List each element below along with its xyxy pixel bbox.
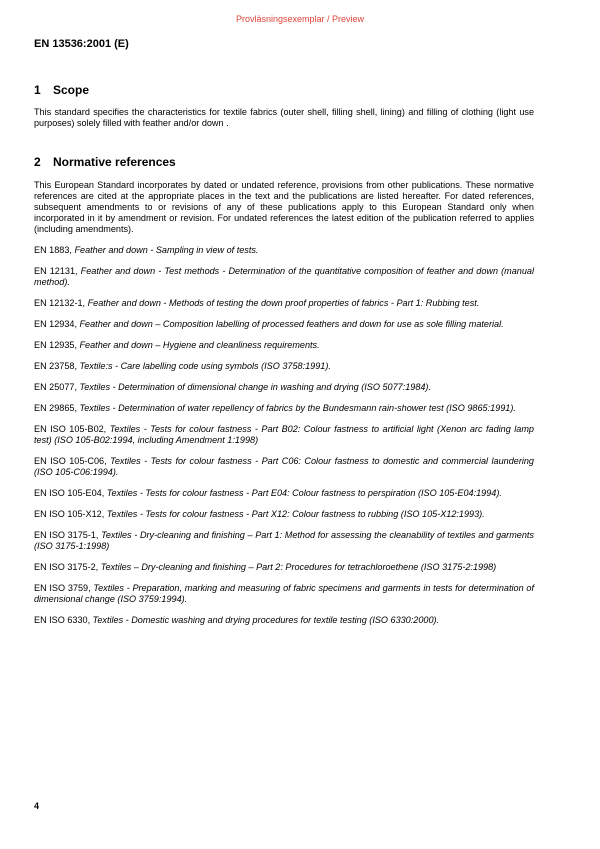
normative-references-intro: This European Standard incorporates by dated or undated reference, provisions from other publications. These normative references are cited at the appropriate places in the text and the publications are listed hereafter. For dated references, subsequent amendments to or revisions of any of these publications apply to this European Standard only when incorporated in it by amendment or revision. For undated references the latest edition of the publication referred to applies (including amendments). [34,180,534,234]
reference-title: Textiles – Dry-cleaning and finishing – Part 2: Procedures for tetrachloroethene (ISO 3175-2:1998) [100,562,497,572]
reference-item [34,509,534,520]
reference-title: Textiles - Determination of water repellency of fabrics by the Bundesmann rain-shower test (ISO 9865:1991). [79,403,516,413]
reference-title: Textiles - Preparation, marking and measuring of fabric specimens and garments in tests for determination of dimensional change (ISO 3759:1994). [34,583,534,604]
normative-references-number: 2 [34,155,41,169]
reference-code: EN ISO 105-B02, [34,424,110,434]
reference-list [34,245,534,626]
reference-item [34,403,534,414]
reference-item [34,583,534,605]
reference-title: Textiles - Tests for colour fastness - Part E04: Colour fastness to perspiration (ISO 105-E04:1994). [106,488,502,498]
reference-item [34,562,534,573]
reference-code: EN 29865, [34,403,80,413]
reference-code: EN ISO 105-X12, [34,509,107,519]
normative-references-section [34,155,534,636]
reference-code: EN ISO 6330, [34,615,93,625]
reference-title: Textiles - Tests for colour fastness - Part B02: Colour fastness to artificial light (Xenon arc fading lamp test) (ISO 105-B02:1994, including Amendment 1:1998) [34,424,534,445]
reference-code: EN ISO 3175-2, [34,562,101,572]
reference-code: EN ISO 105-E04, [34,488,107,498]
reference-item [34,266,534,288]
scope-text: This standard specifies the characteristics for textile fabrics (outer shell, filling shell, lining) and filling of clothing (light use purposes) solely filled with feather and/or down . [34,107,534,128]
document-identifier: EN 13536:2001 (E) [34,38,129,50]
reference-title: Textile:s - Care labelling code using symbols (ISO 3758:1991). [79,361,331,371]
reference-item [34,298,534,309]
reference-item [34,488,534,499]
reference-title: Feather and down - Test methods - Determination of the quantitative composition of feather and down (manual method). [34,266,534,287]
reference-code: EN 12934, [34,319,80,329]
reference-item [34,456,534,478]
scope-title: Scope [53,83,90,97]
normative-references-title: Normative references [53,155,176,169]
reference-item [34,319,534,330]
reference-title: Textiles - Tests for colour fastness - Part C06: Colour fastness to domestic and commercial laundering (ISO 105-C06:1994). [34,456,534,477]
reference-code: EN ISO 3759, [34,583,94,593]
reference-item [34,424,534,446]
reference-title: Textiles - Dry-cleaning and finishing – Part 1: Method for assessing the cleanability of textiles and garments (ISO 3175-1:1998) [34,530,534,551]
preview-watermark: Provläsningsexemplar / Preview [235,14,365,24]
reference-code: EN 25077, [34,382,80,392]
reference-item [34,530,534,552]
reference-code: EN ISO 3175-1, [34,530,102,540]
reference-title: Feather and down – Hygiene and cleanliness requirements. [79,340,320,350]
reference-title: Feather and down – Composition labelling of processed feathers and down for use as sole filling material. [79,319,504,329]
reference-code: EN ISO 105-C06, [34,456,111,466]
scope-section [34,83,534,129]
reference-title: Feather and down - Methods of testing the down proof properties of fabrics - Part 1: Rubbing test. [87,298,480,308]
reference-title: Textiles - Determination of dimensional change in washing and drying (ISO 5077:1984). [79,382,431,392]
reference-code: EN 12132-1, [34,298,88,308]
scope-heading [34,83,534,97]
reference-title: Feather and down - Sampling in view of tests. [74,245,259,255]
reference-title: Textiles - Domestic washing and drying procedures for textile testing (ISO 6330:2000). [92,615,440,625]
reference-item [34,245,534,256]
reference-code: EN 12131, [34,266,81,276]
page-number: 4 [34,801,40,811]
scope-number: 1 [34,83,41,97]
reference-title: Textiles - Tests for colour fastness - Part X12: Colour fastness to rubbing (ISO 105-X12:1993). [106,509,485,519]
reference-item [34,615,534,626]
reference-item [34,340,534,351]
reference-code: EN 12935, [34,340,80,350]
reference-code: EN 1883, [34,245,75,255]
normative-references-heading [34,155,534,169]
reference-item [34,382,534,393]
reference-code: EN 23758, [34,361,80,371]
reference-item [34,361,534,372]
